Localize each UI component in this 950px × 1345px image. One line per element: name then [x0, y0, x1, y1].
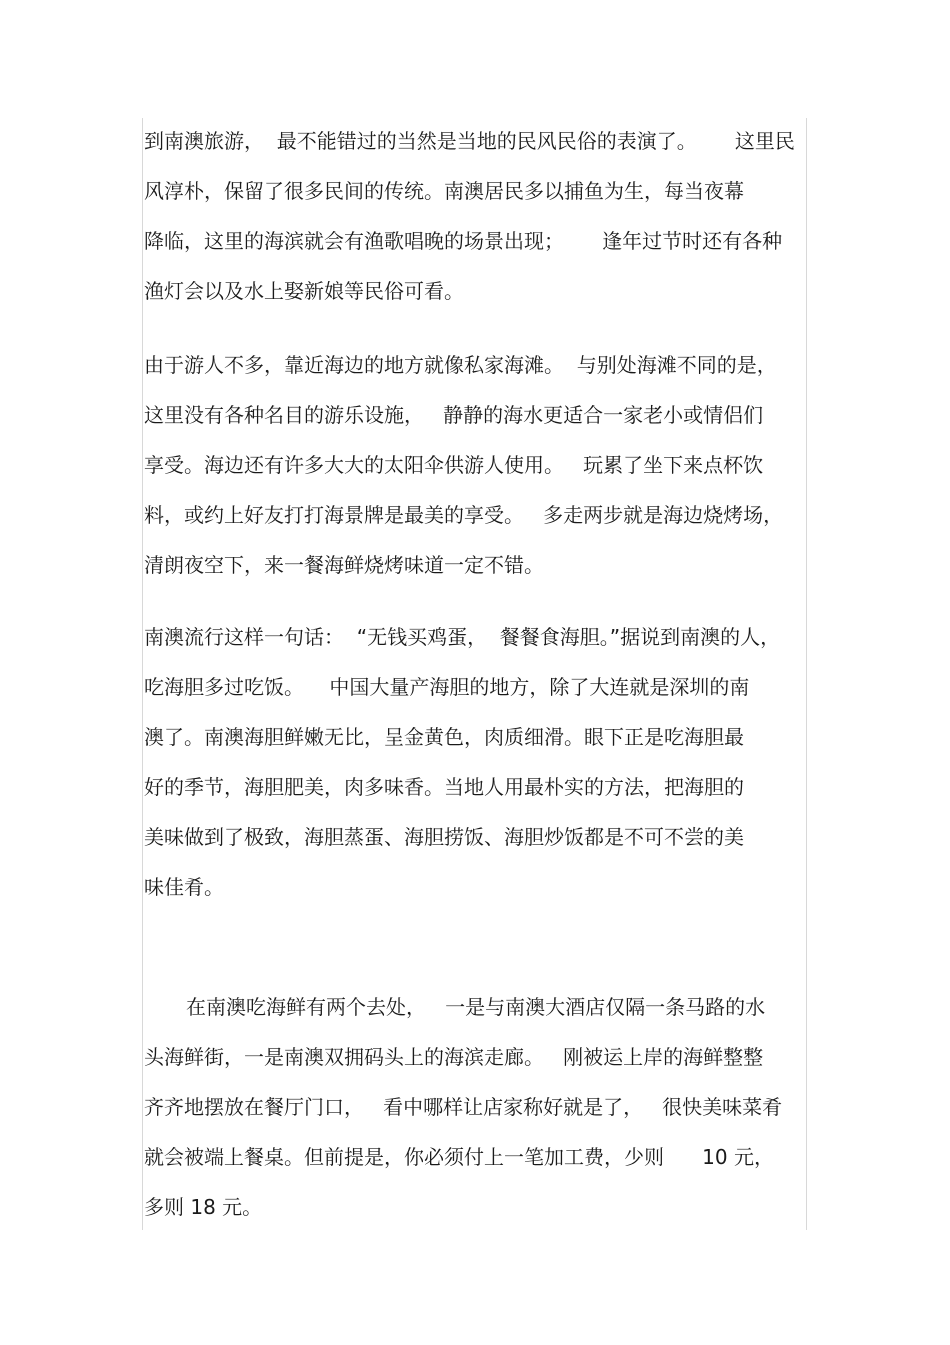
text-line: 好的季节，海胆肥美，肉多味香。当地人用最朴实的方法，把海胆的: [144, 775, 744, 799]
text-line: 澳了。南澳海胆鲜嫩无比，呈金黄色，肉质细滑。眼下正是吃海胆最: [144, 725, 744, 749]
paragraph-2: [144, 340, 808, 590]
text-line: 享受。海边还有许多大大的太阳伞供游人使用。 玩累了坐下来点杯饮: [144, 453, 764, 477]
text-line: 风淳朴，保留了很多民间的传统。南澳居民多以捕鱼为生，每当夜幕: [144, 179, 744, 203]
paragraph-1: [144, 116, 808, 316]
text-line: 就会被端上餐桌。但前提是，你必须付上一笔加工费，少则 10 元，: [144, 1145, 774, 1169]
text-line: 料，或约上好友打打海景牌是最美的享受。 多走两步就是海边烧烤场，: [144, 503, 784, 527]
text-line: 在南澳吃海鲜有两个去处， 一是与南澳大酒店仅隔一条马路的水: [186, 995, 766, 1019]
text-line: 吃海胆多过吃饭。 中国大量产海胆的地方，除了大连就是深圳的南: [144, 675, 750, 699]
text-line: 齐齐地摆放在餐厅门口， 看中哪样让店家称好就是了， 很快美味菜肴: [144, 1095, 783, 1119]
text-line: 清朗夜空下，来一餐海鲜烧烤味道一定不错。: [144, 553, 544, 577]
paragraph-3: [144, 612, 808, 912]
text-line: 南澳流行这样一句话： “无钱买鸡蛋， 餐餐食海胆。”据说到南澳的人，: [144, 625, 781, 649]
text-line: 这里没有各种名目的游乐设施， 静静的海水更适合一家老小或情侣们: [144, 403, 764, 427]
text-line: 由于游人不多，靠近海边的地方就像私家海滩。 与别处海滩不同的是，: [144, 353, 777, 377]
paragraph-4: [144, 982, 808, 1232]
text-line: 渔灯会以及水上娶新娘等民俗可看。: [144, 279, 464, 303]
text-line: 味佳肴。: [144, 875, 224, 899]
text-line: 到南澳旅游， 最不能错过的当然是当地的民风民俗的表演了。 这里民: [144, 129, 795, 153]
text-line: 降临，这里的海滨就会有渔歌唱晚的场景出现； 逢年过节时还有各种: [144, 229, 783, 253]
text-line: 美味做到了极致，海胆蒸蛋、海胆捞饭、海胆炒饭都是不可不尝的美: [144, 825, 744, 849]
text-line: 头海鲜街，一是南澳双拥码头上的海滨走廊。 刚被运上岸的海鲜整整: [144, 1045, 764, 1069]
text-line: 多则 18 元。: [144, 1195, 263, 1219]
